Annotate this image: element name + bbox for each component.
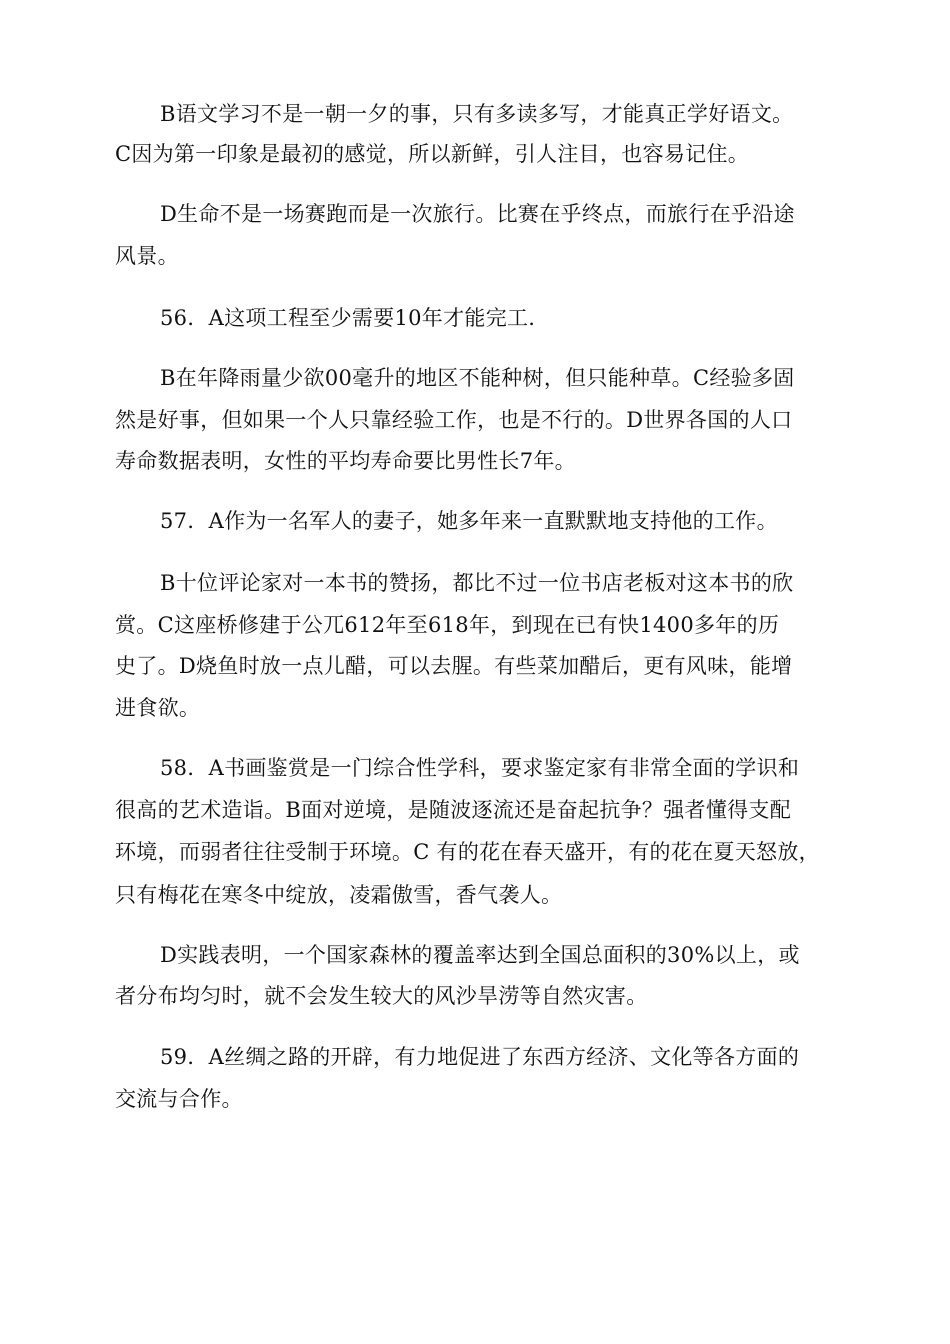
text-line: 58．A书画鉴赏是一门综合性学科，要求鉴定家有非常全面的学识和 [160,756,800,780]
text-line: B在年降雨量少欲00毫升的地区不能种树，但只能种草。C经验多固 [160,366,795,390]
text-line: D生命不是一场赛跑而是一次旅行。比赛在乎终点，而旅行在乎沿途 [160,202,795,226]
text-line: 者分布均匀时，就不会发生较大的风沙旱涝等自然灾害。 [115,984,648,1008]
text-line: 赏。C这座桥修建于公兀612年至618年，到现在已有快1400多年的历 [115,613,780,637]
text-line: 然是好事，但如果一个人只靠经验工作，也是不行的。D世界各国的人口 [115,408,793,432]
text-line: C因为第一印象是最初的感觉，所以新鲜，引人注目，也容易记住。 [115,142,750,166]
text-line: B语文学习不是一朝一夕的事，只有多读多写，才能真正学好语文。 [160,102,794,126]
text-line: 57．A作为一名军人的妻子，她多年来一直默默地支持他的工作。 [160,509,778,533]
text-line: D实践表明，一个国家森林的覆盖率达到全国总面积的30%以上，或 [160,943,800,967]
text-line: 进食欲。 [115,696,201,720]
text-line: 交流与合作。 [115,1087,243,1111]
text-line: 寿命数据表明，女性的平均寿命要比男性长7年。 [115,449,576,473]
text-line: 环境，而弱者往往受制于环境。C 有的花在春天盛开，有的花在夏天怒放， [115,840,820,864]
text-line: 史了。D烧鱼时放一点儿醋，可以去腥。有些菜加醋后，更有风味，能增 [115,654,793,678]
text-line: 59．A丝绸之路的开辟，有力地促进了东西方经济、文化等各方面的 [160,1045,800,1069]
text-line: 风景。 [115,244,179,268]
text-line: B十位评论家对一本书的赞扬，都比不过一位书店老板对这本书的欣 [160,571,794,595]
text-line: 只有梅花在寒冬中绽放，凌霜傲雪，香气袭人。 [115,883,563,907]
text-line: 很高的艺术造诣。B面对逆境，是随波逐流还是奋起抗争？强者懂得支配 [115,798,792,822]
text-line: 56．A这项工程至少需要10年才能完工. [160,306,536,330]
